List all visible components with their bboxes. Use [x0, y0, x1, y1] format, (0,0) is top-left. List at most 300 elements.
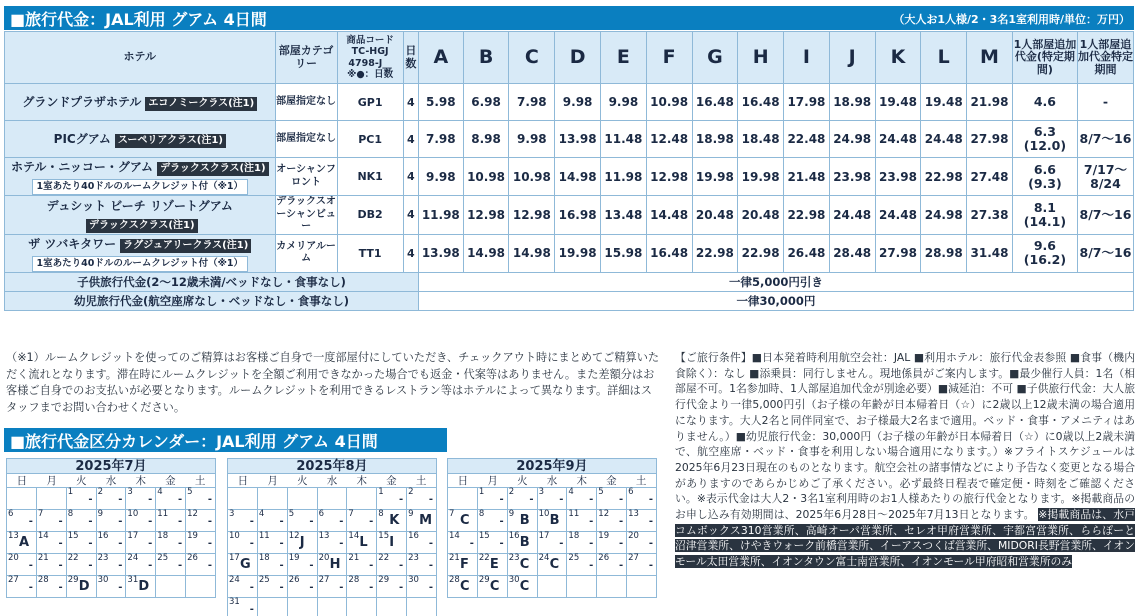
- calendar-day-number: 17: [229, 553, 240, 563]
- calendar-empty-cell: [567, 576, 597, 598]
- room-category: 部屋指定なし: [275, 84, 337, 121]
- calendar-day-number: 1: [478, 487, 485, 497]
- calendar-period-letter: C: [549, 557, 560, 572]
- price-cell: 10.98: [509, 158, 555, 196]
- calendar-day-cell: [318, 554, 348, 576]
- calendar-no-departure: -: [309, 516, 314, 527]
- days: 4: [403, 234, 418, 272]
- calendar-day-number: 8: [478, 509, 485, 519]
- single-extra: 4.6: [1033, 94, 1056, 110]
- price-cell: 9.98: [509, 121, 555, 158]
- calendar-empty-cell: [627, 576, 657, 598]
- calendar-period-letter: B: [549, 513, 560, 528]
- calendar-day-cell: [347, 510, 377, 532]
- calendar-day-number: 19: [598, 531, 610, 541]
- calendar-day-cell: [567, 488, 597, 510]
- price-cell: 22.98: [784, 196, 830, 235]
- price-cell: 14.98: [463, 234, 509, 272]
- calendar-month: [227, 458, 437, 616]
- calendar-empty-cell: [407, 598, 437, 616]
- calendar-day-cell: [126, 488, 156, 510]
- single-extra-cell: [1012, 121, 1077, 158]
- header-period-d: D: [555, 32, 601, 84]
- header-single-extra: 1人部屋追加代金(特定期間): [1012, 32, 1077, 84]
- weekday-label: 火: [517, 475, 528, 487]
- calendar-day-cell: [407, 576, 437, 598]
- calendar-title: ■旅行代金区分カレンダー：JAL利用 グアム 4日間: [10, 432, 378, 451]
- room-category: カメリアルーム: [275, 234, 337, 272]
- calendar-no-departure: -: [177, 516, 183, 527]
- single-extra-special: (9.3): [1028, 175, 1062, 191]
- calendar-day-number: 1: [378, 487, 384, 497]
- product-code: PC1: [337, 121, 403, 158]
- header-period-e: E: [600, 32, 646, 84]
- calendar-day-cell: [508, 532, 538, 554]
- header-code: 商品コード TC-HGJ 4798-J__ ※●：日数: [337, 32, 403, 84]
- calendar-no-departure: -: [249, 582, 254, 593]
- calendar-day-number: 9: [408, 509, 414, 519]
- calendar-day-number: 20: [8, 553, 19, 563]
- calendar-no-departure: -: [207, 538, 212, 549]
- calendar-day-cell: [126, 554, 156, 576]
- calendar-day-cell: [347, 554, 377, 576]
- calendar-empty-cell: [347, 488, 377, 510]
- calendar-no-departure: -: [369, 582, 374, 593]
- price-cell: 22.98: [921, 158, 967, 196]
- price-cell: 24.48: [921, 121, 967, 158]
- infant-price-value: 一律30,000円: [418, 291, 1133, 310]
- calendar-period-letter: L: [359, 535, 368, 550]
- calendar-day-cell: [97, 510, 127, 532]
- header-period-f: F: [646, 32, 692, 84]
- calendar-no-departure: -: [148, 560, 153, 571]
- calendar-day-cell: [407, 488, 437, 510]
- calendar-no-departure: -: [589, 494, 594, 505]
- calendar-day-cell: [37, 554, 67, 576]
- calendar-empty-cell: [318, 488, 348, 510]
- calendar-day-cell: [407, 532, 437, 554]
- price-cell: 24.98: [829, 121, 875, 158]
- weekday-label: 日: [237, 475, 249, 487]
- calendar-no-departure: -: [499, 538, 504, 549]
- calendar-day-cell: [567, 532, 597, 554]
- calendar-month: [447, 458, 657, 598]
- header-period-a: A: [418, 32, 463, 84]
- price-cell: 13.98: [418, 234, 463, 272]
- calendar-no-departure: -: [249, 516, 254, 527]
- hotel-name: ザ ツバキタワー: [28, 236, 117, 251]
- calendar-day-number: 28: [449, 575, 460, 585]
- calendar-day-number: 12: [187, 509, 198, 519]
- price-cell: 11.98: [600, 158, 646, 196]
- calendar-day-cell: [597, 532, 627, 554]
- calendar-day-number: 14: [348, 531, 360, 541]
- header-hotel: ホテル: [5, 32, 276, 84]
- price-table-header-row: [5, 32, 1134, 84]
- calendar-no-departure: -: [58, 538, 63, 549]
- calendar-period-letter: A: [19, 535, 30, 550]
- calendar-day-number: 27: [8, 575, 19, 585]
- calendar-no-departure: -: [279, 560, 284, 571]
- calendar-day-cell: [478, 532, 508, 554]
- calendar-period-letter: M: [419, 513, 433, 528]
- calendar-day-number: 21: [348, 553, 360, 563]
- calendar-day-number: 25: [568, 553, 580, 563]
- single-extra-cell: [1012, 234, 1077, 272]
- calendar-day-cell: [448, 532, 478, 554]
- calendar-day-cell: [67, 532, 97, 554]
- calendar-day-cell: [448, 554, 478, 576]
- calendar-day-cell: [97, 576, 127, 598]
- calendar-no-departure: -: [279, 516, 284, 527]
- calendar-day-number: 16: [408, 531, 419, 541]
- calendar-no-departure: -: [309, 560, 314, 571]
- single-extra-special: (12.0): [1023, 138, 1067, 153]
- calendar-day-cell: [627, 554, 657, 576]
- calendar-no-departure: -: [618, 494, 624, 505]
- calendar-day-number: 19: [288, 553, 300, 563]
- calendar-period-letter: C: [519, 557, 530, 572]
- calendar-day-cell: [37, 576, 67, 598]
- calendar-period-letter: C: [460, 513, 470, 528]
- calendar-month-title: 2025年7月: [6, 458, 216, 474]
- calendar-day-cell: [97, 554, 127, 576]
- calendar-day-cell: [288, 576, 318, 598]
- calendar-no-departure: -: [177, 538, 183, 549]
- header-period-j: J: [829, 32, 875, 84]
- calendar-day-number: 29: [478, 575, 490, 585]
- calendar-empty-cell: [377, 598, 407, 616]
- calendar-day-number: 30: [508, 575, 520, 585]
- calendar-day-cell: [347, 576, 377, 598]
- calendar-day-cell: [478, 576, 508, 598]
- hotel-cell: [5, 84, 276, 121]
- calendar-day-cell: [567, 510, 597, 532]
- product-code: NK1: [337, 158, 403, 196]
- calendar-day-cell: [597, 554, 627, 576]
- conditions-text: 【ご旅行条件】■日本発着時利用航空会社：JAL ■利用ホテル：旅行代金表参照 ■食事（機内食除く）：なし ■添乗員：同行しません。現地係員がご案内します。■最少催行人員：1名（相部屋不可。1名参加時、1人部屋追加代金が別途必要）■減延泊：不可 ■子供旅行代金：大人旅行代金より一律5,000円引（お子様の年齢が日本帰着日（☆）に2歳以上12歳未満の場合適用になります。大人2名と同伴同室で、お子様最大2名まで適用。ベッド・食事・アメニティはありません。）■幼児旅行代金：30,000円（お子様の年齢が日本帰着日（☆）に0歳以上2歳未満で、航空座席・ベッド・食事を利用しない場合適用になります。）※フライトスケジュールは2025年6月23日現在のものとなります。航空会社の諸事情などにより予告なく変更となる場合がありますのであらかじめご了承ください。必ず最終日程表で確定便・時刻をご確認ください。※表示代金は大人2・3名1室利用時のお1人様あたりの旅行代金となります。※掲載商品のお申し込み有効期間は、2025年6月28日～2025年7月13日となります。: [675, 351, 1135, 522]
- price-cell: 28.98: [921, 234, 967, 272]
- hotel-class-badge: デラックスクラス(注1): [157, 162, 269, 176]
- weekday-label: 月: [267, 475, 278, 487]
- calendar-empty-cell: [347, 598, 377, 616]
- hotel-name: ホテル・ニッコー・グアム: [10, 160, 154, 174]
- calendar-day-number: 12: [288, 531, 300, 541]
- calendar-day-number: 25: [157, 553, 169, 563]
- single-extra-cell: [1012, 196, 1077, 235]
- calendar-day-cell: [377, 532, 407, 554]
- header-room: 部屋カテゴリー: [275, 32, 337, 84]
- calendar-no-departure: -: [499, 494, 504, 505]
- single-extra-special: (14.1): [1023, 213, 1067, 229]
- calendar-day-cell: [258, 510, 288, 532]
- price-cell: 12.98: [646, 158, 692, 196]
- weekday-label: 水: [105, 475, 117, 487]
- calendar-day-cell: [228, 576, 258, 598]
- infant-price-label: 幼児旅行代金(航空座席なし・ベッドなし・食事なし): [5, 291, 419, 310]
- calendar-day-number: 18: [258, 553, 270, 563]
- calendar-no-departure: -: [428, 494, 433, 505]
- calendar-no-departure: -: [369, 560, 374, 571]
- calendar-period-letter: C: [489, 579, 500, 594]
- price-title: ■旅行代金：JAL利用 グアム 4日間: [10, 10, 267, 29]
- weekday-label: 月: [46, 475, 57, 487]
- calendar-day-number: 12: [598, 509, 610, 519]
- calendar-day-number: 7: [37, 509, 44, 519]
- child-price-value: 一律5,000円引き: [418, 272, 1133, 291]
- price-cell: 13.98: [555, 121, 601, 158]
- price-cell: 12.98: [463, 196, 509, 235]
- calendar-grid: [447, 488, 657, 598]
- calendar-day-number: 4: [157, 487, 163, 497]
- price-cell: 16.48: [646, 234, 692, 272]
- calendar-day-cell: [7, 510, 37, 532]
- calendar-period-letter: B: [519, 535, 530, 550]
- calendar-day-cell: [67, 554, 97, 576]
- calendar-day-number: 26: [598, 553, 610, 563]
- calendar-no-departure: -: [148, 494, 153, 505]
- calendar-day-number: 31: [229, 597, 240, 607]
- weekday-row: [6, 474, 216, 488]
- calendar-day-number: 29: [378, 575, 390, 585]
- calendar-period-letter: D: [138, 579, 150, 594]
- calendar-day-cell: [288, 532, 318, 554]
- calendar-day-cell: [318, 510, 348, 532]
- weekday-label: 土: [635, 475, 647, 487]
- product-code: DB2: [337, 196, 403, 235]
- calendar-day-cell: [186, 488, 216, 510]
- single-period: 8/7～16: [1077, 234, 1133, 272]
- calendar-day-number: 4: [568, 487, 574, 497]
- calendar-no-departure: -: [648, 494, 653, 505]
- calendar-no-departure: -: [58, 560, 63, 571]
- calendar-no-departure: -: [589, 560, 594, 571]
- price-cell: 10.98: [646, 84, 692, 121]
- price-cell: 19.98: [555, 234, 601, 272]
- calendar-no-departure: -: [28, 582, 33, 593]
- calendar-no-departure: -: [58, 516, 63, 527]
- calendar-day-cell: [538, 510, 568, 532]
- price-cell: 24.98: [921, 196, 967, 235]
- calendar-day-cell: [186, 532, 216, 554]
- calendar-empty-cell: [597, 576, 627, 598]
- calendar-day-number: 22: [378, 553, 390, 563]
- days: 4: [403, 196, 418, 235]
- price-cell: 16.98: [555, 196, 601, 235]
- price-cell: 5.98: [418, 84, 463, 121]
- calendar-day-cell: [407, 510, 437, 532]
- calendar-no-departure: -: [58, 582, 63, 593]
- calendar-empty-cell: [258, 598, 288, 616]
- calendar-day-number: 24: [127, 553, 139, 563]
- price-cell: 21.98: [967, 84, 1013, 121]
- price-cell: 27.48: [967, 158, 1013, 196]
- calendar-day-cell: [508, 488, 538, 510]
- calendar-day-number: 10: [127, 509, 139, 519]
- hotel-row: [5, 196, 1134, 235]
- calendar-day-number: 9: [97, 509, 103, 519]
- calendar-day-cell: [627, 488, 657, 510]
- calendar-period-letter: I: [389, 535, 395, 550]
- calendar-day-number: 2: [408, 487, 414, 497]
- calendar-day-number: 27: [318, 575, 330, 585]
- price-cell: 20.48: [738, 196, 784, 235]
- calendar-no-departure: -: [648, 516, 653, 527]
- hotel-cell: [5, 234, 276, 272]
- calendar-no-departure: -: [589, 516, 594, 527]
- calendar-no-departure: -: [648, 538, 653, 549]
- weekday-label: 日: [457, 475, 469, 487]
- hotel-class-badge: スーペリアクラス(注1): [115, 134, 226, 148]
- days: 4: [403, 158, 418, 196]
- conditions-offices: ※掲載商品は、水戸コムボックス310営業所、高崎オーパ営業所、セレオ甲府営業所、宇都宮営業所、ららぽーと沼津営業所、けやきウォーク前橋営業所、イーアスつくば営業所、MIDORI長野営業所、イオンモール太田営業所、イオンタウン富士南営業所、イオンモール甲府昭和営業所のみ: [675, 508, 1135, 569]
- calendar-day-number: 6: [318, 509, 324, 519]
- calendar-no-departure: -: [207, 560, 212, 571]
- hotel-class-badge: ラグジュアリークラス(注1): [120, 239, 251, 253]
- hotel-row: [5, 158, 1134, 196]
- calendar-day-number: 1: [67, 487, 74, 497]
- calendar-day-cell: [258, 576, 288, 598]
- travel-conditions: [675, 350, 1135, 570]
- calendar-day-cell: [508, 510, 538, 532]
- calendar-day-cell: [508, 576, 538, 598]
- calendar-grid: [6, 488, 216, 598]
- single-period: 7/17～8/24: [1077, 158, 1133, 196]
- calendar-day-number: 17: [538, 531, 550, 541]
- calendar-day-number: 15: [378, 531, 390, 541]
- calendar-day-cell: [7, 576, 37, 598]
- price-cell: 19.48: [875, 84, 921, 121]
- price-cell: 16.48: [738, 84, 784, 121]
- weekday-label: 金: [606, 475, 617, 487]
- price-cell: 11.98: [418, 196, 463, 235]
- child-price-row: [5, 272, 1134, 291]
- calendar-day-number: 3: [127, 487, 133, 497]
- calendar-day-number: 9: [508, 509, 515, 519]
- calendar-day-number: 16: [508, 531, 520, 541]
- room-category: オーシャンフロント: [275, 158, 337, 196]
- calendar-day-number: 29: [67, 575, 79, 585]
- calendar-empty-cell: [538, 576, 568, 598]
- calendar-no-departure: -: [618, 516, 624, 527]
- calendar-no-departure: -: [118, 560, 123, 571]
- calendar-no-departure: -: [559, 494, 564, 505]
- calendar-day-cell: [7, 554, 37, 576]
- single-extra-cell: [1012, 158, 1077, 196]
- price-cell: 22.98: [692, 234, 738, 272]
- price-cell: 27.98: [967, 121, 1013, 158]
- header-period-c: C: [509, 32, 555, 84]
- calendar-day-number: 30: [408, 575, 419, 585]
- calendar-period-letter: G: [240, 557, 251, 572]
- price-cell: 23.98: [829, 158, 875, 196]
- weekday-label: 水: [326, 475, 338, 487]
- calendar-day-number: 14: [37, 531, 49, 541]
- weekday-label: 日: [16, 475, 28, 487]
- calendar-period-letter: H: [329, 557, 341, 572]
- room-credit-note: （※1）ルームクレジットを使ってのご精算はお客様ご自身で一度部屋付にしていただき、チェックアウト時にまとめてご精算いただく流れとなります。滞在時にルームクレジットを全額ご利用できなかった場合でも返金・代案等はありません。また差額分はお客様ご自身でのお支払いが必要となります。ルームクレジットを利用できるレストラン等はホテルによって異なります。詳細はスタッフまでお問い合わせください。: [6, 351, 660, 414]
- calendar-empty-cell: [37, 488, 67, 510]
- calendar-no-departure: -: [177, 560, 183, 571]
- calendar-day-cell: [228, 532, 258, 554]
- calendar-day-number: 3: [229, 509, 235, 519]
- calendar-day-cell: [567, 554, 597, 576]
- calendar-day-cell: [7, 532, 37, 554]
- calendar-day-number: 5: [187, 487, 193, 497]
- calendar-day-number: 13: [318, 531, 330, 541]
- calendar-period-letter: C: [460, 579, 470, 594]
- single-extra: 6.3: [1033, 124, 1056, 140]
- calendar-no-departure: -: [207, 494, 212, 505]
- calendar-empty-cell: [186, 576, 216, 598]
- header-period-k: K: [875, 32, 921, 84]
- price-cell: 10.98: [463, 158, 509, 196]
- price-cell: 22.48: [784, 121, 830, 158]
- price-cell: 18.98: [692, 121, 738, 158]
- price-cell: 9.98: [418, 158, 463, 196]
- calendar-day-number: 7: [449, 509, 455, 519]
- calendar-empty-cell: [318, 598, 348, 616]
- calendar-no-departure: -: [618, 538, 624, 549]
- price-cell: 26.48: [784, 234, 830, 272]
- calendar-month-title: 2025年9月: [447, 458, 657, 474]
- price-cell: 19.98: [738, 158, 784, 196]
- calendar-day-number: 21: [449, 553, 460, 563]
- calendar-day-cell: [228, 598, 258, 616]
- price-table: [4, 31, 1134, 311]
- calendar-no-departure: -: [398, 560, 404, 571]
- calendar-day-cell: [407, 554, 437, 576]
- calendar-no-departure: -: [428, 538, 433, 549]
- infant-price-row: [5, 291, 1134, 310]
- calendar-day-number: 15: [478, 531, 490, 541]
- calendar-day-number: 26: [187, 553, 198, 563]
- weekday-row: [227, 474, 437, 488]
- calendar-day-cell: [377, 488, 407, 510]
- calendar-day-number: 23: [97, 553, 109, 563]
- price-cell: 27.98: [875, 234, 921, 272]
- hotel-class-badge: デラックスクラス(注1): [86, 219, 198, 233]
- calendar-no-departure: -: [118, 516, 123, 527]
- weekday-row: [447, 474, 657, 488]
- header-period-m: M: [967, 32, 1013, 84]
- calendar-day-cell: [126, 532, 156, 554]
- calendar-period-letter: C: [519, 579, 530, 594]
- calendar-day-number: 23: [508, 553, 520, 563]
- price-cell: 20.48: [692, 196, 738, 235]
- calendar-day-cell: [627, 532, 657, 554]
- calendar-empty-cell: [228, 488, 258, 510]
- single-extra-special: (16.2): [1023, 252, 1067, 267]
- weekday-label: 土: [415, 475, 427, 487]
- calendar-day-cell: [288, 510, 318, 532]
- calendar-day-number: 18: [157, 531, 169, 541]
- calendar-no-departure: -: [28, 516, 33, 527]
- price-cell: 24.48: [875, 121, 921, 158]
- calendar-no-departure: -: [28, 560, 33, 571]
- calendar-no-departure: -: [339, 582, 344, 593]
- calendar-day-cell: [156, 488, 186, 510]
- calendar-day-cell: [258, 554, 288, 576]
- hotel-cell: [5, 196, 276, 235]
- hotel-class-badge: エコノミークラス(注1): [145, 97, 257, 111]
- single-extra: 8.1: [1033, 200, 1056, 215]
- hotel-row: [5, 234, 1134, 272]
- product-code: TT1: [337, 234, 403, 272]
- calendar-day-cell: [377, 576, 407, 598]
- hotel-row: [5, 84, 1134, 121]
- calendar-day-number: 10: [538, 509, 550, 519]
